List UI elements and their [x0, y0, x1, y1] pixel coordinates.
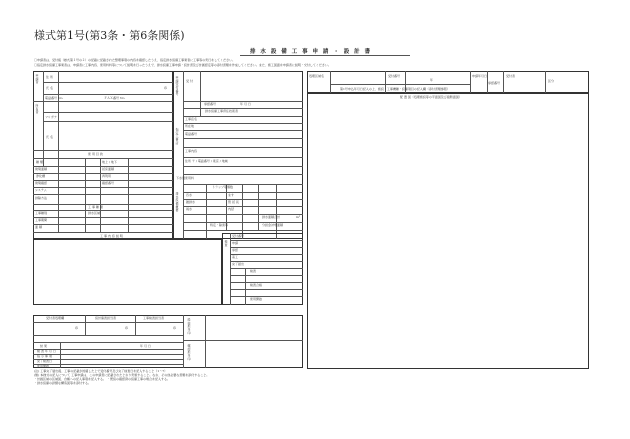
work-section-title: 工 事 種 類: [88, 205, 103, 209]
contractor-field-3: 電話番号: [185, 132, 198, 136]
drainage-total-label: 排水面積合計: [262, 215, 281, 219]
approval-box-2: 確認担当印: [187, 344, 191, 361]
contractor-field-1: 工事店名: [185, 117, 198, 121]
sewer-fee-label: 下水道使用料: [176, 176, 195, 180]
insp-item-4: 着工: [232, 255, 239, 259]
pipe-row-2: 雑排水: [186, 200, 196, 204]
reception-side-label: 申請受付番号: [175, 76, 179, 96]
furigana-label: フリガナ: [45, 115, 57, 119]
insp-item-5: 完了届出: [232, 262, 245, 266]
stamp-label: 受 付: [186, 79, 193, 83]
insp-item-6: 検査: [250, 269, 257, 273]
right-sub-note: 第1号申込年月日記入の上、施設・工事機種・設備項目の記入欄（添付書類参照）: [340, 87, 450, 91]
right-header-label-3: 申請年月日: [472, 74, 488, 78]
building-area-label: 建築面積: [35, 167, 48, 171]
bottom-row-3: 完了検査日: [37, 359, 53, 363]
result-label: 結 果: [40, 344, 47, 348]
confirmation-no-label: 確認番号: [102, 181, 115, 185]
footnote-3: ・計画区域の区域図、台帳への記入事項を記入する。 ・既設の確認済の設備工事の場合を記入する。: [34, 377, 170, 381]
area-unit-label: m²: [296, 215, 301, 219]
design-section-title: 工 事 内 容 説 明: [100, 234, 123, 238]
form-number: 様式第1号(第3条・第6条関係): [34, 29, 185, 42]
usage-type-label: 種 類: [36, 160, 43, 164]
bottom-header-2: 設計審査担当者: [95, 316, 117, 320]
bottom-seal-3: 印: [173, 326, 177, 330]
insp-item-2: 申請: [232, 241, 239, 245]
system-label: システム: [35, 188, 47, 192]
footnote-2: (無) 本様式の記入について 工事申請は、この申請書に記載されたとおり実施すること。なお、その他必要な書類を添付すること。: [34, 373, 210, 377]
title-underline: [240, 55, 410, 56]
insp-item-3: 承認: [232, 248, 239, 252]
right-header-label-6: 区分: [548, 79, 555, 83]
right-header-label-4: 承認番号: [488, 81, 501, 85]
reuse-label: 再利用: [102, 174, 112, 178]
construction-label: 建築確認: [35, 181, 48, 185]
applicant-section-label: 申請者: [35, 74, 39, 84]
floor-area-label: 延床面積: [102, 167, 115, 171]
bottom-header-1: 受付者処理欄: [46, 316, 65, 320]
fee-calc-label: 分担金対象面積: [262, 223, 284, 227]
inspection-title: 検査: [224, 240, 228, 247]
floors-label: 地上 / 地下: [102, 160, 117, 164]
footnote-1: (注) 工事完了届出後、工事の記載が的確した上で受付番号及び完了検査日を記入すること（1～7）: [34, 369, 168, 373]
bottom-row-1: 検 査 年 月 日: [37, 349, 56, 353]
pipes-trap-label: トラップ等個数: [212, 185, 233, 189]
address-label: 住 所: [46, 75, 53, 79]
bottom-row-4: 使用開始: [37, 364, 50, 368]
technician-label: 排水設備工事責任技術者: [205, 109, 239, 113]
approval-label: 承認番号: [204, 102, 217, 106]
owner-name-label: 氏 名: [46, 135, 53, 139]
year-label: 年: [430, 78, 434, 82]
bottom-row-2: 指 示 事 項: [37, 354, 52, 358]
document-title: 排 水 設 備 工 事 申 請 ・ 設 計 書: [250, 49, 372, 55]
right-header-label-1: 処理区域名: [309, 74, 325, 78]
septic-label: 浄化槽: [36, 174, 46, 178]
bottom-header-3: 工事検査担当者: [143, 316, 165, 320]
contractor-side-label: 指定工事店: [175, 128, 179, 145]
contractor-field-4: 工事内容: [185, 149, 198, 153]
name-label: 氏 名: [46, 86, 53, 90]
pipe-length-label: 管 延 長: [228, 200, 239, 204]
plan-area: [307, 93, 589, 369]
work-kind-label: 工事種別: [35, 211, 48, 215]
note-2: 〇指定排水設備工事業者は、申請者に工事内容、使用料料等について説明を行ったうえで、排水設備工事申請・設計書及び計画認定等の添付書類を作成してください。また、施工図面を申請者に説明・交付してください。: [34, 63, 331, 67]
right-header-label-2: 受付番号: [388, 74, 401, 78]
pipes-title-label: 排水設備概要: [175, 192, 179, 212]
sewer-area-label: 排水区域: [88, 211, 101, 215]
address-line-label: 住所 〒 / 電話番号 / 東京 / 地域: [185, 159, 228, 163]
bottom-seal-1: 印: [75, 326, 79, 330]
pipe-row-3: 雨水: [186, 207, 193, 211]
distribution-label: 排除方法: [35, 196, 48, 200]
plan-title: 配 置 図（処理施設等の平面図及び縦断面図）: [400, 95, 462, 99]
bottom-seal-2: 印: [125, 326, 129, 330]
pipe-row-1: 汚水: [186, 193, 193, 197]
phone-label: 電話番号 No.: [45, 96, 64, 100]
insp-item-8: 使用開始: [250, 297, 263, 301]
seal-mark: 印: [164, 86, 168, 90]
contractor-field-2: 所在地: [185, 124, 195, 128]
manholes-label: ます: [228, 193, 235, 197]
approval-box-1: 経由担当印: [187, 318, 191, 335]
date-row-label: 年 月 日: [240, 102, 251, 106]
fax-label: ＦＡＸ番号 No.: [104, 96, 126, 100]
owner-label: 所有者: [35, 104, 39, 114]
footnote-4: ・排水設備の詳細な構造図等を添付する。: [34, 381, 92, 385]
insp-item-1: 受付番号: [232, 234, 245, 238]
right-header-label-5: 受付者: [506, 74, 516, 78]
insp-item-7: 検査合格: [250, 283, 263, 287]
special-label: 特定・除害等: [210, 223, 229, 227]
bottom-date-ymd: 年 月 日: [140, 344, 151, 348]
usage-title: 使 用 目 的: [88, 152, 103, 156]
work-area-label: 面 積: [35, 225, 42, 229]
work-period-label: 工事期間: [35, 218, 48, 222]
diameter-label: 内径: [228, 207, 235, 211]
design-area: [33, 239, 222, 305]
note-1: 〇申請者は、受付後（様式第１号の２）の記載に記載された整理事項の内容を確認したうえ、指定排水設備工事業者に工事等の実行をしてください。: [34, 58, 236, 62]
